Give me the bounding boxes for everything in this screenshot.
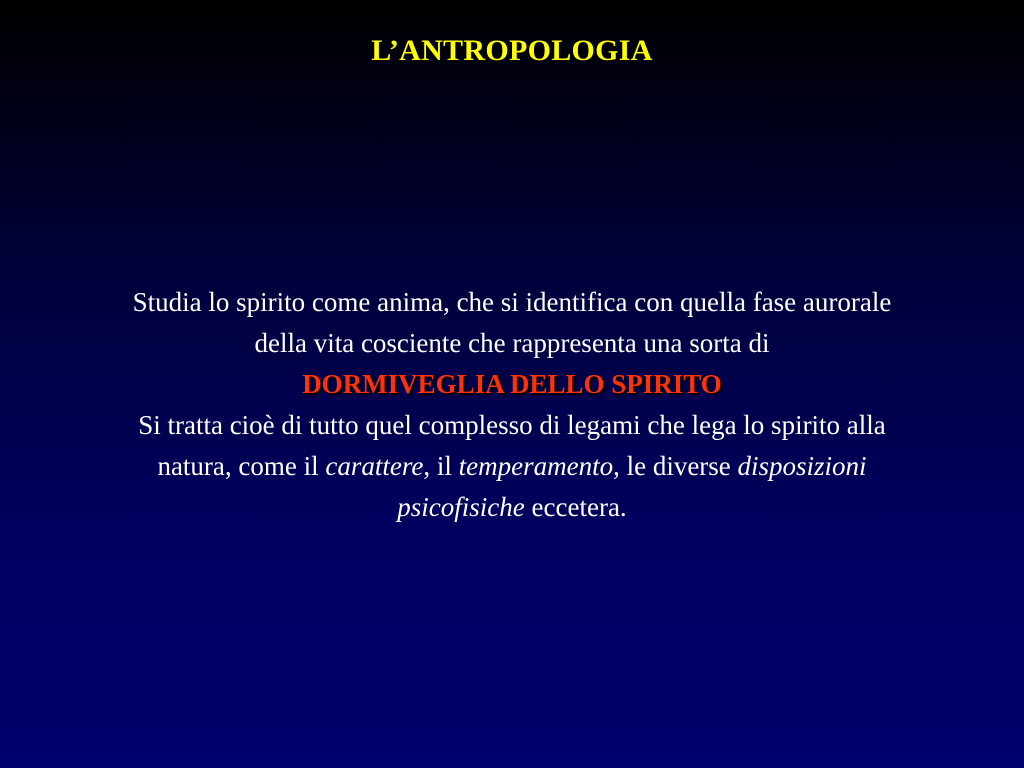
slide-title: L’ANTROPOLOGIA <box>371 34 653 67</box>
body-line-5 <box>20 446 1004 487</box>
body-line-6 <box>20 487 1004 528</box>
slide-body <box>20 282 1004 528</box>
term-psicofisiche: psicofisiche <box>397 492 525 522</box>
line6-suffix: eccetera. <box>524 492 627 522</box>
separator-1: , il <box>423 451 459 481</box>
term-carattere: carattere <box>325 451 424 481</box>
term-disposizioni: disposizioni <box>737 451 867 481</box>
line5-prefix: natura, come il <box>157 451 326 481</box>
term-temperamento: temperamento <box>458 451 614 481</box>
highlight-phrase: DORMIVEGLIA DELLO SPIRITO <box>302 369 722 399</box>
body-line-1: Studia lo spirito come anima, che si identifica con quella fase aurorale <box>132 287 892 317</box>
body-line-2: della vita cosciente che rappresenta una sorta di <box>254 328 770 358</box>
separator-2: , le diverse <box>613 451 738 481</box>
body-line-4: Si tratta cioè di tutto quel complesso di legami che lega lo spirito alla <box>138 410 886 440</box>
